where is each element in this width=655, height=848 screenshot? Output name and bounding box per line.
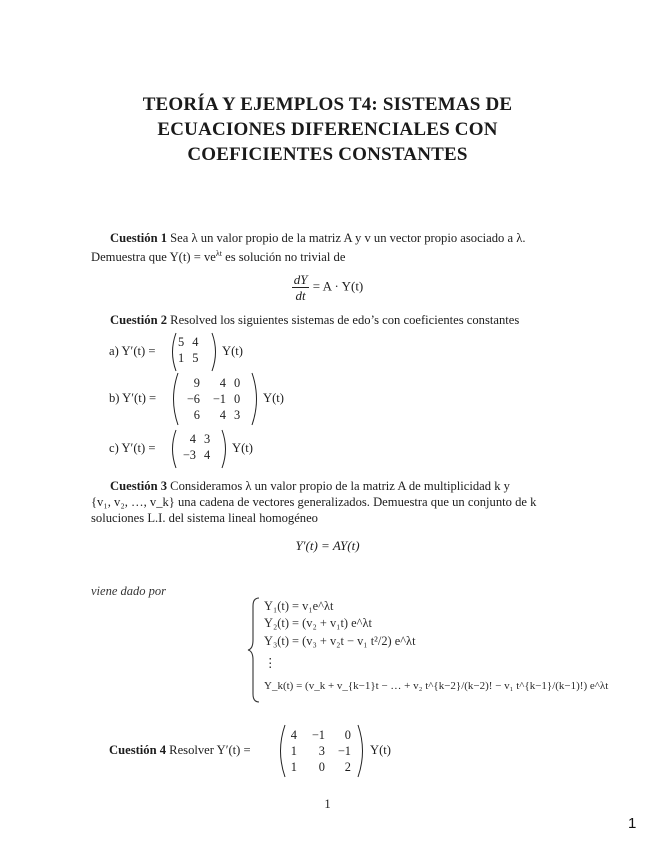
question-4-suffix: Y(t) — [370, 743, 391, 757]
solution-yk: Y_k(t) = (v_k + v_{k−1}t − … + v₂ t^{k−2}/(k−2)! − v₁ t^{k−1}/(k−1)!) e^λt — [264, 680, 609, 692]
title-line-3: COEFICIENTES CONSTANTES — [187, 144, 468, 165]
solution-ellipsis: ⋮ — [264, 656, 277, 670]
viewer-page-indicator: 1 — [628, 815, 637, 832]
matrix-b — [178, 375, 244, 423]
title-line-2: ECUACIONES DIFERENCIALES CON — [157, 119, 498, 140]
matrix-entry: 1 — [290, 759, 297, 774]
matrix-entry: 1 — [178, 350, 185, 365]
question-1-text-b: Demuestra que Y(t) = ve — [91, 250, 216, 265]
matrix-b-right-paren — [250, 372, 262, 426]
matrix-entry: 4 — [192, 334, 199, 349]
system-a-suffix: Y(t) — [222, 344, 243, 358]
question-4-prefix: Resolver Y′(t) = — [166, 743, 251, 757]
system-brace — [246, 596, 262, 704]
matrix-entry: −6 — [186, 391, 200, 406]
system-a-prefix: a) Y′(t) = — [109, 344, 156, 358]
question-4-label: Cuestión 4 — [109, 743, 167, 757]
question-1-equation — [0, 272, 655, 303]
question-4 — [109, 743, 251, 758]
matrix-c-right-paren — [220, 429, 230, 469]
matrix-4 — [283, 727, 355, 775]
matrix-entry: 0 — [344, 727, 351, 742]
page-number: 1 — [324, 797, 331, 811]
system-b-suffix: Y(t) — [263, 391, 284, 405]
question-3-line-3: soluciones L.I. del sistema lineal homogéneo — [91, 511, 318, 525]
equation-denominator: dt — [295, 288, 306, 303]
matrix-entry: 0 — [234, 391, 241, 406]
matrix-a-right-paren — [210, 332, 220, 372]
question-3-line-1: Consideramos λ un valor propio de la matriz A de multiplicidad k y — [167, 479, 510, 493]
question-3 — [91, 478, 553, 526]
question-1-text-a: Sea λ un valor propio de la matriz A y v un vector propio asociado a λ. — [167, 231, 526, 245]
question-3-label: Cuestión 3 — [110, 479, 168, 493]
matrix-entry: 6 — [193, 407, 200, 422]
matrix-entry: −3 — [182, 447, 196, 462]
question-3-line-2: {v₁, v₂, …, v_k} una cadena de vectores generalizados. Demuestra que un conjunto de k — [91, 495, 537, 509]
question-2 — [91, 312, 553, 328]
matrix-a — [174, 334, 202, 366]
question-2-text: Resolved los siguientes sistemas de edo’s con coeficientes constantes — [167, 313, 520, 327]
matrix-entry: 4 — [219, 407, 226, 422]
question-3-equation: Y′(t) = AY(t) — [295, 538, 360, 553]
question-1-exponent: λt — [215, 249, 222, 258]
matrix-entry: 4 — [204, 447, 211, 462]
matrix-entry: 0 — [234, 375, 241, 390]
matrix-entry: 5 — [192, 350, 199, 365]
matrix-entry: −1 — [337, 743, 351, 758]
matrix-entry: 0 — [318, 759, 325, 774]
given-by-text: viene dado por — [91, 584, 166, 598]
matrix-entry: 3 — [204, 431, 211, 446]
matrix-entry: 9 — [193, 375, 200, 390]
system-c-prefix: c) Y′(t) = — [109, 441, 156, 455]
matrix-c — [174, 431, 214, 463]
matrix-entry: −1 — [311, 727, 325, 742]
equation-numerator: dY — [293, 272, 308, 287]
matrix-entry: 4 — [219, 375, 226, 390]
system-c-suffix: Y(t) — [232, 441, 253, 455]
solution-y1: Y₁(t) = v₁e^λt — [264, 599, 334, 613]
question-1-text-c: es solución no trivial de — [221, 250, 346, 265]
question-1 — [91, 230, 553, 265]
question-2-label: Cuestión 2 — [110, 313, 168, 327]
matrix-entry: 1 — [290, 743, 297, 758]
matrix-entry: 4 — [290, 727, 297, 742]
matrix-4-right-paren — [356, 724, 368, 778]
matrix-entry: 5 — [178, 334, 185, 349]
matrix-entry: 4 — [189, 431, 196, 446]
title-line-1: TEORÍA Y EJEMPLOS T4: SISTEMAS DE — [142, 94, 513, 115]
question-1-label: Cuestión 1 — [110, 231, 168, 245]
system-b-prefix: b) Y′(t) = — [109, 391, 157, 405]
solution-y3: Y₃(t) = (v₃ + v₂t − v₁ t²/2) e^λt — [264, 634, 416, 648]
matrix-entry: 3 — [234, 407, 241, 422]
matrix-entry: 2 — [344, 759, 351, 774]
equation-rhs: = A · Y(t) — [309, 278, 364, 294]
matrix-entry: −1 — [212, 391, 226, 406]
matrix-entry: 3 — [318, 743, 325, 758]
solution-y2: Y₂(t) = (v₂ + v₁t) e^λt — [264, 616, 372, 630]
